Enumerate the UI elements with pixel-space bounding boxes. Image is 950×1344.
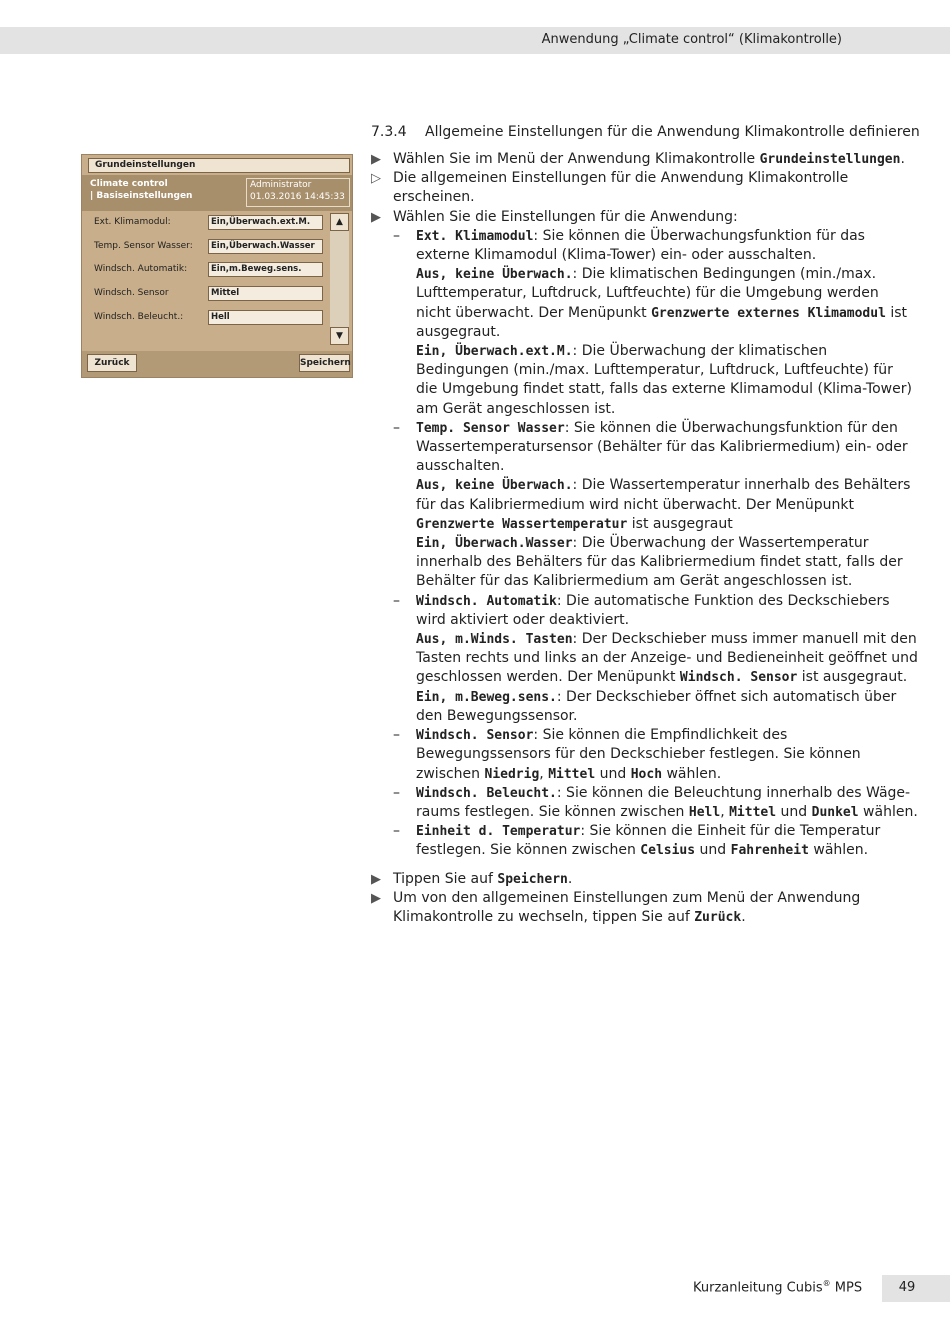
scroll-down-icon[interactable]: ▼ [330, 327, 349, 345]
device-scrollbar[interactable] [330, 213, 349, 345]
text: wählen. [858, 803, 918, 820]
device-title-button[interactable]: Grundeinstellungen [88, 158, 350, 173]
action-arrow-icon: ▶ [371, 152, 381, 167]
ui-term: Dunkel [811, 804, 859, 820]
ui-term: Grenzwerte Wassertemperatur [416, 516, 628, 532]
section-title: Allgemeine Einstellungen für die Anwendung Klimakontrolle definieren [425, 124, 920, 140]
ui-term: Celsius [640, 843, 696, 859]
action-step [371, 150, 918, 169]
setting-item [371, 227, 918, 265]
text: : Der Deckschieber öffnet sich automatisch über den Bewegungssensor. [416, 688, 897, 724]
text: ist ausgegraut [627, 515, 733, 532]
text: : Sie können die Empfindlichkeit des Bewegungssensors für den Deckschieber festlegen. Sie können zwischen [416, 727, 861, 782]
header-bar [0, 27, 950, 54]
device-row-value[interactable]: Mittel [208, 286, 323, 301]
text: ist ausgegraut. [797, 669, 908, 686]
text: und [695, 842, 731, 859]
ui-term: Fahrenheit [730, 843, 809, 859]
registered-mark: ® [822, 1279, 831, 1288]
device-row [94, 239, 344, 257]
text: Um von den allgemeinen Einstellungen zum Menü der Anwendung Klimakontrolle zu wechseln, tippen Sie auf [393, 889, 861, 925]
device-footer [82, 351, 352, 377]
text: : Sie können die Einheit für die Temperatur festlegen. Sie können zwischen [416, 823, 881, 859]
text: : Die Wassertemperatur innerhalb des Behälters für das Kalibriermedium wird nicht überwacht. Der Menüpunkt [416, 477, 911, 513]
device-row-value[interactable]: Ein,m.Beweg.sens. [208, 262, 323, 277]
text: wählen. [662, 765, 722, 782]
result-arrow-icon: ▷ [371, 171, 381, 187]
ui-term: Aus, keine Überwach. [416, 478, 573, 494]
device-row-label: Windsch. Automatik: [94, 264, 188, 274]
device-row-label: Ext. Klimamodul: [94, 217, 171, 227]
spacer [371, 861, 918, 870]
ui-term: Temp. Sensor Wasser [416, 420, 565, 436]
instructions [371, 150, 918, 927]
ui-term: Einheit d. Temperatur [416, 824, 581, 840]
device-header-left [90, 178, 192, 202]
text: : Die Überwachung der klimatischen Bedingungen (min./max. Lufttemperatur, Luftdruck, Luftfeuchte) für die Umgebung findet statt, falls das externe Klimamodul (Klima-Tower) am Gerät angeschlossen ist. [416, 343, 912, 417]
text: Die allgemeinen Einstellungen für die Anwendung Klimakontrolle erscheinen. [393, 170, 849, 206]
ui-term: Grenzwerte externes Klimamodul [651, 305, 886, 321]
ui-term: Ein, Überwach.Wasser [416, 536, 573, 552]
dash: – [393, 784, 400, 801]
ui-term: Grundeinstellungen [759, 152, 901, 167]
dash: – [393, 823, 400, 840]
device-row [94, 310, 344, 328]
device-menu-name: | Basiseinstellungen [90, 191, 193, 201]
text: wählen. [808, 842, 869, 859]
device-user-box [246, 178, 350, 207]
device-row-label: Temp. Sensor Wasser: [94, 241, 193, 251]
text: Wählen Sie im Menü der Anwendung Klimakontrolle [393, 151, 760, 167]
text: ist ausgegraut. [416, 304, 908, 340]
section-number: 7.3.4 [371, 124, 407, 140]
setting-item [371, 592, 918, 630]
action-arrow-icon: ▶ [371, 209, 381, 225]
ui-term: Hoch [630, 766, 663, 782]
device-row-value[interactable]: Ein,Überwach.ext.M. [208, 215, 323, 230]
action-arrow-icon: ▶ [371, 890, 381, 906]
text: : Sie können die Überwachungsfunktion für das externe Klimamodul (Klima-Tower) ein- oder ausschalten. [416, 227, 865, 264]
ui-term: Speichern [497, 871, 568, 887]
device-app-name: Climate control [90, 179, 168, 189]
setting-item [371, 419, 918, 477]
ui-term: Windsch. Sensor [416, 728, 534, 744]
setting-option [371, 630, 918, 688]
text: : Sie können die Beleuchtung innerhalb des Wägeraums festlegen. Sie können zwischen [416, 784, 911, 820]
device-header [82, 175, 352, 211]
text: : Die automatische Funktion des Deckschiebers wird aktiviert oder deaktiviert. [416, 592, 890, 628]
device-row-label: Windsch. Beleucht.: [94, 312, 184, 322]
ui-term: Ein, Überwach.ext.M. [416, 344, 573, 360]
device-row [94, 286, 344, 304]
setting-option [371, 688, 918, 726]
ui-term: Niedrig [484, 766, 540, 782]
ui-term: Mittel [548, 766, 596, 782]
device-datetime: 01.03.2016 14:45:33 [250, 192, 345, 202]
scroll-up-icon[interactable]: ▲ [330, 213, 349, 231]
device-row-value[interactable]: Ein,Überwach.Wasser [208, 239, 323, 254]
ui-term: Windsch. Sensor [679, 670, 798, 686]
setting-option [371, 342, 918, 419]
action-step [371, 208, 918, 227]
action-step [371, 870, 918, 889]
device-screenshot [81, 154, 353, 378]
manual-name: Kurzanleitung Cubis [693, 1280, 823, 1296]
ui-term: Hell [688, 804, 721, 820]
setting-option [371, 265, 918, 342]
back-button[interactable]: Zurück [87, 354, 137, 372]
device-user: Administrator [250, 180, 312, 190]
ui-term: Windsch. Automatik [416, 593, 557, 609]
text: . [741, 908, 746, 925]
setting-option [371, 534, 918, 592]
text: und [776, 803, 812, 820]
device-row-label: Windsch. Sensor [94, 288, 169, 298]
setting-item [371, 726, 918, 784]
model-name: MPS [830, 1280, 863, 1296]
text: : Die Überwachung der Wassertemperatur innerhalb des Behälters für das Kalibriermedium findet statt, falls der Behälter für das Kalibriermedium am Gerät angeschlossen ist. [416, 535, 903, 590]
ui-term: Aus, m.Winds. Tasten [416, 632, 573, 648]
text: Tippen Sie auf [393, 870, 498, 887]
dash: – [393, 592, 400, 609]
action-step [371, 889, 918, 927]
ui-term: Mittel [729, 804, 777, 820]
ui-term: Aus, keine Überwach. [416, 267, 573, 283]
save-button[interactable]: Speichern [299, 354, 350, 372]
page-number-box [882, 1275, 950, 1302]
ui-term: Zurück [694, 909, 742, 925]
dash: – [393, 227, 400, 244]
text: . [567, 870, 573, 887]
text: . [900, 151, 905, 167]
dash: – [393, 419, 400, 436]
setting-option [371, 476, 918, 534]
device-row-value[interactable]: Hell [208, 310, 323, 325]
text: : Die klimatischen Bedingungen (min./max. Lufttemperatur, Luftdruck, Luftfeuchte) für die Umgebung werden nicht überwacht. Der Menüpunkt [416, 266, 879, 321]
section-heading [371, 124, 920, 140]
result-step [371, 169, 918, 207]
text: , [720, 803, 730, 820]
setting-item [371, 822, 918, 860]
device-row [94, 262, 344, 280]
device-row [94, 215, 344, 233]
text: Wählen Sie die Einstellungen für die Anwendung: [393, 208, 738, 225]
text: : Der Deckschieber muss immer manuell mit den Tasten rechts und links an der Anzeige- und Bedieneinheit geöffnet und geschlossen werden. Der Menüpunkt [416, 631, 918, 686]
text: , [539, 765, 549, 782]
ui-term: Windsch. Beleucht. [416, 785, 557, 801]
ui-term: Ein, m.Beweg.sens. [416, 689, 557, 705]
setting-item [371, 784, 918, 822]
text: und [595, 765, 631, 782]
ui-term: Ext. Klimamodul [416, 228, 534, 244]
chapter-title: Anwendung „Climate control“ (Klimakontrolle) [541, 32, 842, 47]
footer-title [693, 1279, 862, 1295]
text: : Sie können die Überwachungsfunktion für den Wassertemperatursensor (Behälter für das Kalibriermedium) ein- oder ausschalten. [416, 419, 908, 475]
action-arrow-icon: ▶ [371, 871, 381, 887]
page-number: 49 [898, 1280, 916, 1295]
dash: – [393, 727, 400, 744]
